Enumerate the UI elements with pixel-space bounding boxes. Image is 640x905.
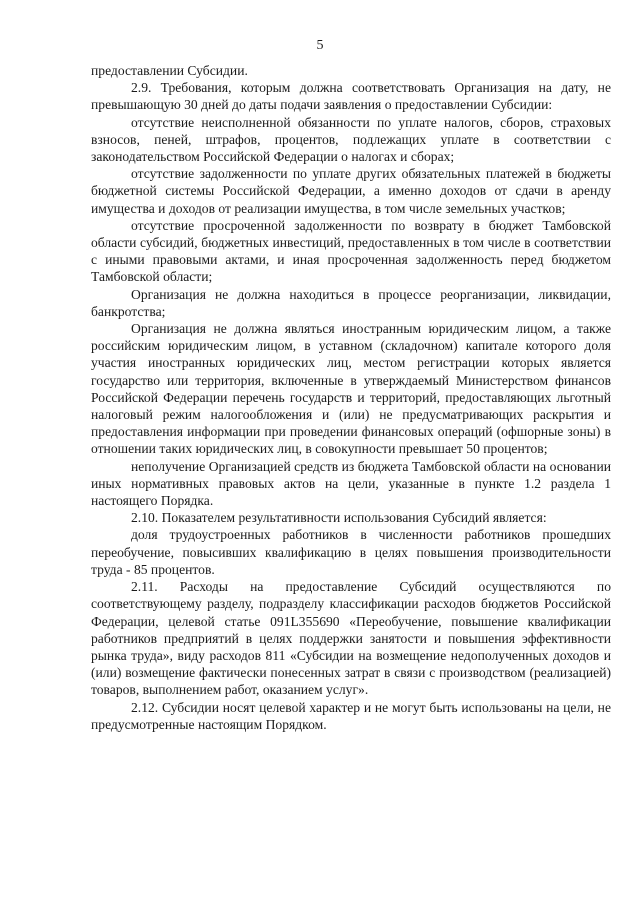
paragraph: неполучение Организацией средств из бюджета Тамбовской области на основании иных нормативных правовых актов на цели, указанные в пункте 1.2 раздела 1 настоящего Порядка.	[91, 458, 611, 509]
paragraph: отсутствие просроченной задолженности по возврату в бюджет Тамбовской области субсидий, бюджетных инвестиций, предоставленных в том числе в соответствии с иными правовыми актами, и иная просроченная задолженность перед бюджетом Тамбовской области;	[91, 217, 611, 285]
page-number: 5	[316, 38, 324, 53]
paragraph: отсутствие неисполненной обязанности по уплате налогов, сборов, страховых взносов, пеней, штрафов, процентов, подлежащих уплате в соответствии с законодательством Российской Федерации о налогах и сборах;	[91, 114, 611, 165]
paragraph: Организация не должна находиться в процессе реорганизации, ликвидации, банкротства;	[91, 286, 611, 319]
paragraph: отсутствие задолженности по уплате других обязательных платежей в бюджеты бюджетной системы Российской Федерации, а именно доходов от сдачи в аренду имущества и доходов от реализации имущества, в том числе земельных участков;	[91, 166, 611, 216]
paragraph: 2.10. Показателем результативности использования Субсидий является:	[131, 510, 547, 526]
paragraph: предоставлении Субсидии.	[91, 63, 248, 78]
paragraph: 2.9. Требования, которым должна соответствовать Организация на дату, не превышающую 30 дней до даты подачи заявления о предоставлении Субсидии:	[91, 80, 611, 113]
document-body	[91, 62, 611, 733]
paragraph: доля трудоустроенных работников в численности работников прошедших переобучение, повысивших квалификацию в целях повышения производительности труда - 85 процентов.	[91, 527, 611, 577]
paragraph: 2.11. Расходы на предоставление Субсидий осуществляются по соответствующему разделу, подразделу классификации расходов бюджетов Российской Федерации, целевой статье 091L355690 «Переобучение, повышение квалификации работников предприятий в целях поддержки занятости и повышения эффективности рынка труда», виду расходов 811 «Субсидии на возмещение недополученных доходов и (или) возмещение фактически понесенных затрат в связи с производством (реализацией) товаров, выполнением работ, оказанием услуг».	[91, 579, 611, 698]
paragraph: 2.12. Субсидии носят целевой характер и не могут быть использованы на цели, не предусмотренные настоящим Порядком.	[91, 699, 611, 732]
paragraph: Организация не должна являться иностранным юридическим лицом, а также российским юридическим лицом, в уставном (складочном) капитале которого доля участия иностранных юридических лиц, местом регистрации которых является государство или территория, включенные в утверждаемый Министерством финансов Российской Федерации перечень государств и территорий, предоставляющих льготный налоговый режим налогообложения и (или) не предусматривающих раскрытия и предоставления информации при проведении финансовых операций (офшорные зоны) в отношении таких юридических лиц, в совокупности превышает 50 процентов;	[91, 321, 611, 457]
